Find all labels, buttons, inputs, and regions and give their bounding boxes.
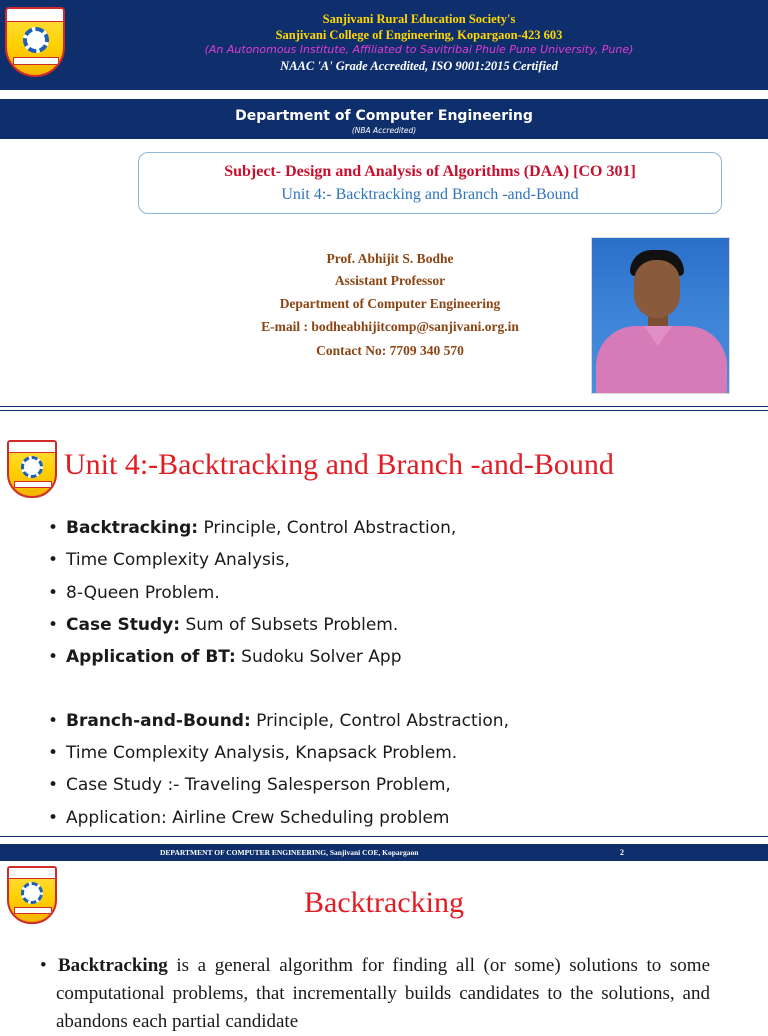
list-item: • Backtracking: Principle, Control Abstraction, <box>48 518 457 538</box>
subject-title: Subject- Design and Analysis of Algorithms (DAA) [CO 301] <box>224 163 636 180</box>
footer-text: DEPARTMENT OF COMPUTER ENGINEERING, Sanjivani COE, Kopargaon <box>160 848 419 857</box>
list-item: • Case Study :- Traveling Salesperson Problem, <box>48 775 451 795</box>
slide-divider <box>0 410 768 411</box>
list-item: • Branch-and-Bound: Principle, Control Abstraction, <box>48 711 509 731</box>
college-name: Sanjivani College of Engineering, Kopargaon-423 603 <box>275 28 563 42</box>
gear-icon <box>21 456 43 478</box>
department-subtitle: (NBA Accredited) <box>351 126 417 135</box>
society-name: Sanjivani Rural Education Society's <box>322 12 516 26</box>
accreditation-line: NAAC 'A' Grade Accredited, ISO 9001:2015 Certified <box>280 59 558 73</box>
affiliation-line: (An Autonomous Institute, Affiliated to Savitribai Phule Pune University, Pune) <box>204 43 634 56</box>
professor-photo <box>591 237 730 394</box>
slide-divider <box>0 836 768 837</box>
list-item: • Application of BT: Sudoku Solver App <box>48 647 402 667</box>
slide-divider <box>0 406 768 407</box>
list-item: • 8-Queen Problem. <box>48 583 220 603</box>
slide-title: Unit 4:-Backtracking and Branch -and-Bound <box>64 448 614 481</box>
subject-box <box>138 152 722 214</box>
slide-title: Backtracking <box>304 886 464 919</box>
college-logo <box>7 440 57 498</box>
professor-name: Prof. Abhijit S. Bodhe <box>326 251 454 266</box>
department-title: Department of Computer Engineering <box>235 108 533 124</box>
professor-contact: Contact No: 7709 340 570 <box>316 343 464 358</box>
professor-designation: Assistant Professor <box>334 273 446 288</box>
professor-department: Department of Computer Engineering <box>279 296 501 311</box>
page-number: 2 <box>620 848 624 857</box>
definition-paragraph: • Backtracking is a general algorithm for finding all (or some) solutions to some computational problems, that incrementally builds candidates to the solutions, and abandons each partial candidate <box>40 955 710 1032</box>
unit-title: Unit 4:- Backtracking and Branch -and-Bound <box>281 186 579 203</box>
list-item: • Application: Airline Crew Scheduling problem <box>48 808 450 828</box>
gear-icon <box>23 27 49 53</box>
list-item: • Time Complexity Analysis, <box>48 550 290 570</box>
list-item: • Case Study: Sum of Subsets Problem. <box>48 615 399 635</box>
list-item: • Time Complexity Analysis, Knapsack Problem. <box>48 743 458 763</box>
college-logo <box>5 7 65 77</box>
professor-email: E-mail : bodheabhijitcomp@sanjivani.org.in <box>261 319 519 334</box>
